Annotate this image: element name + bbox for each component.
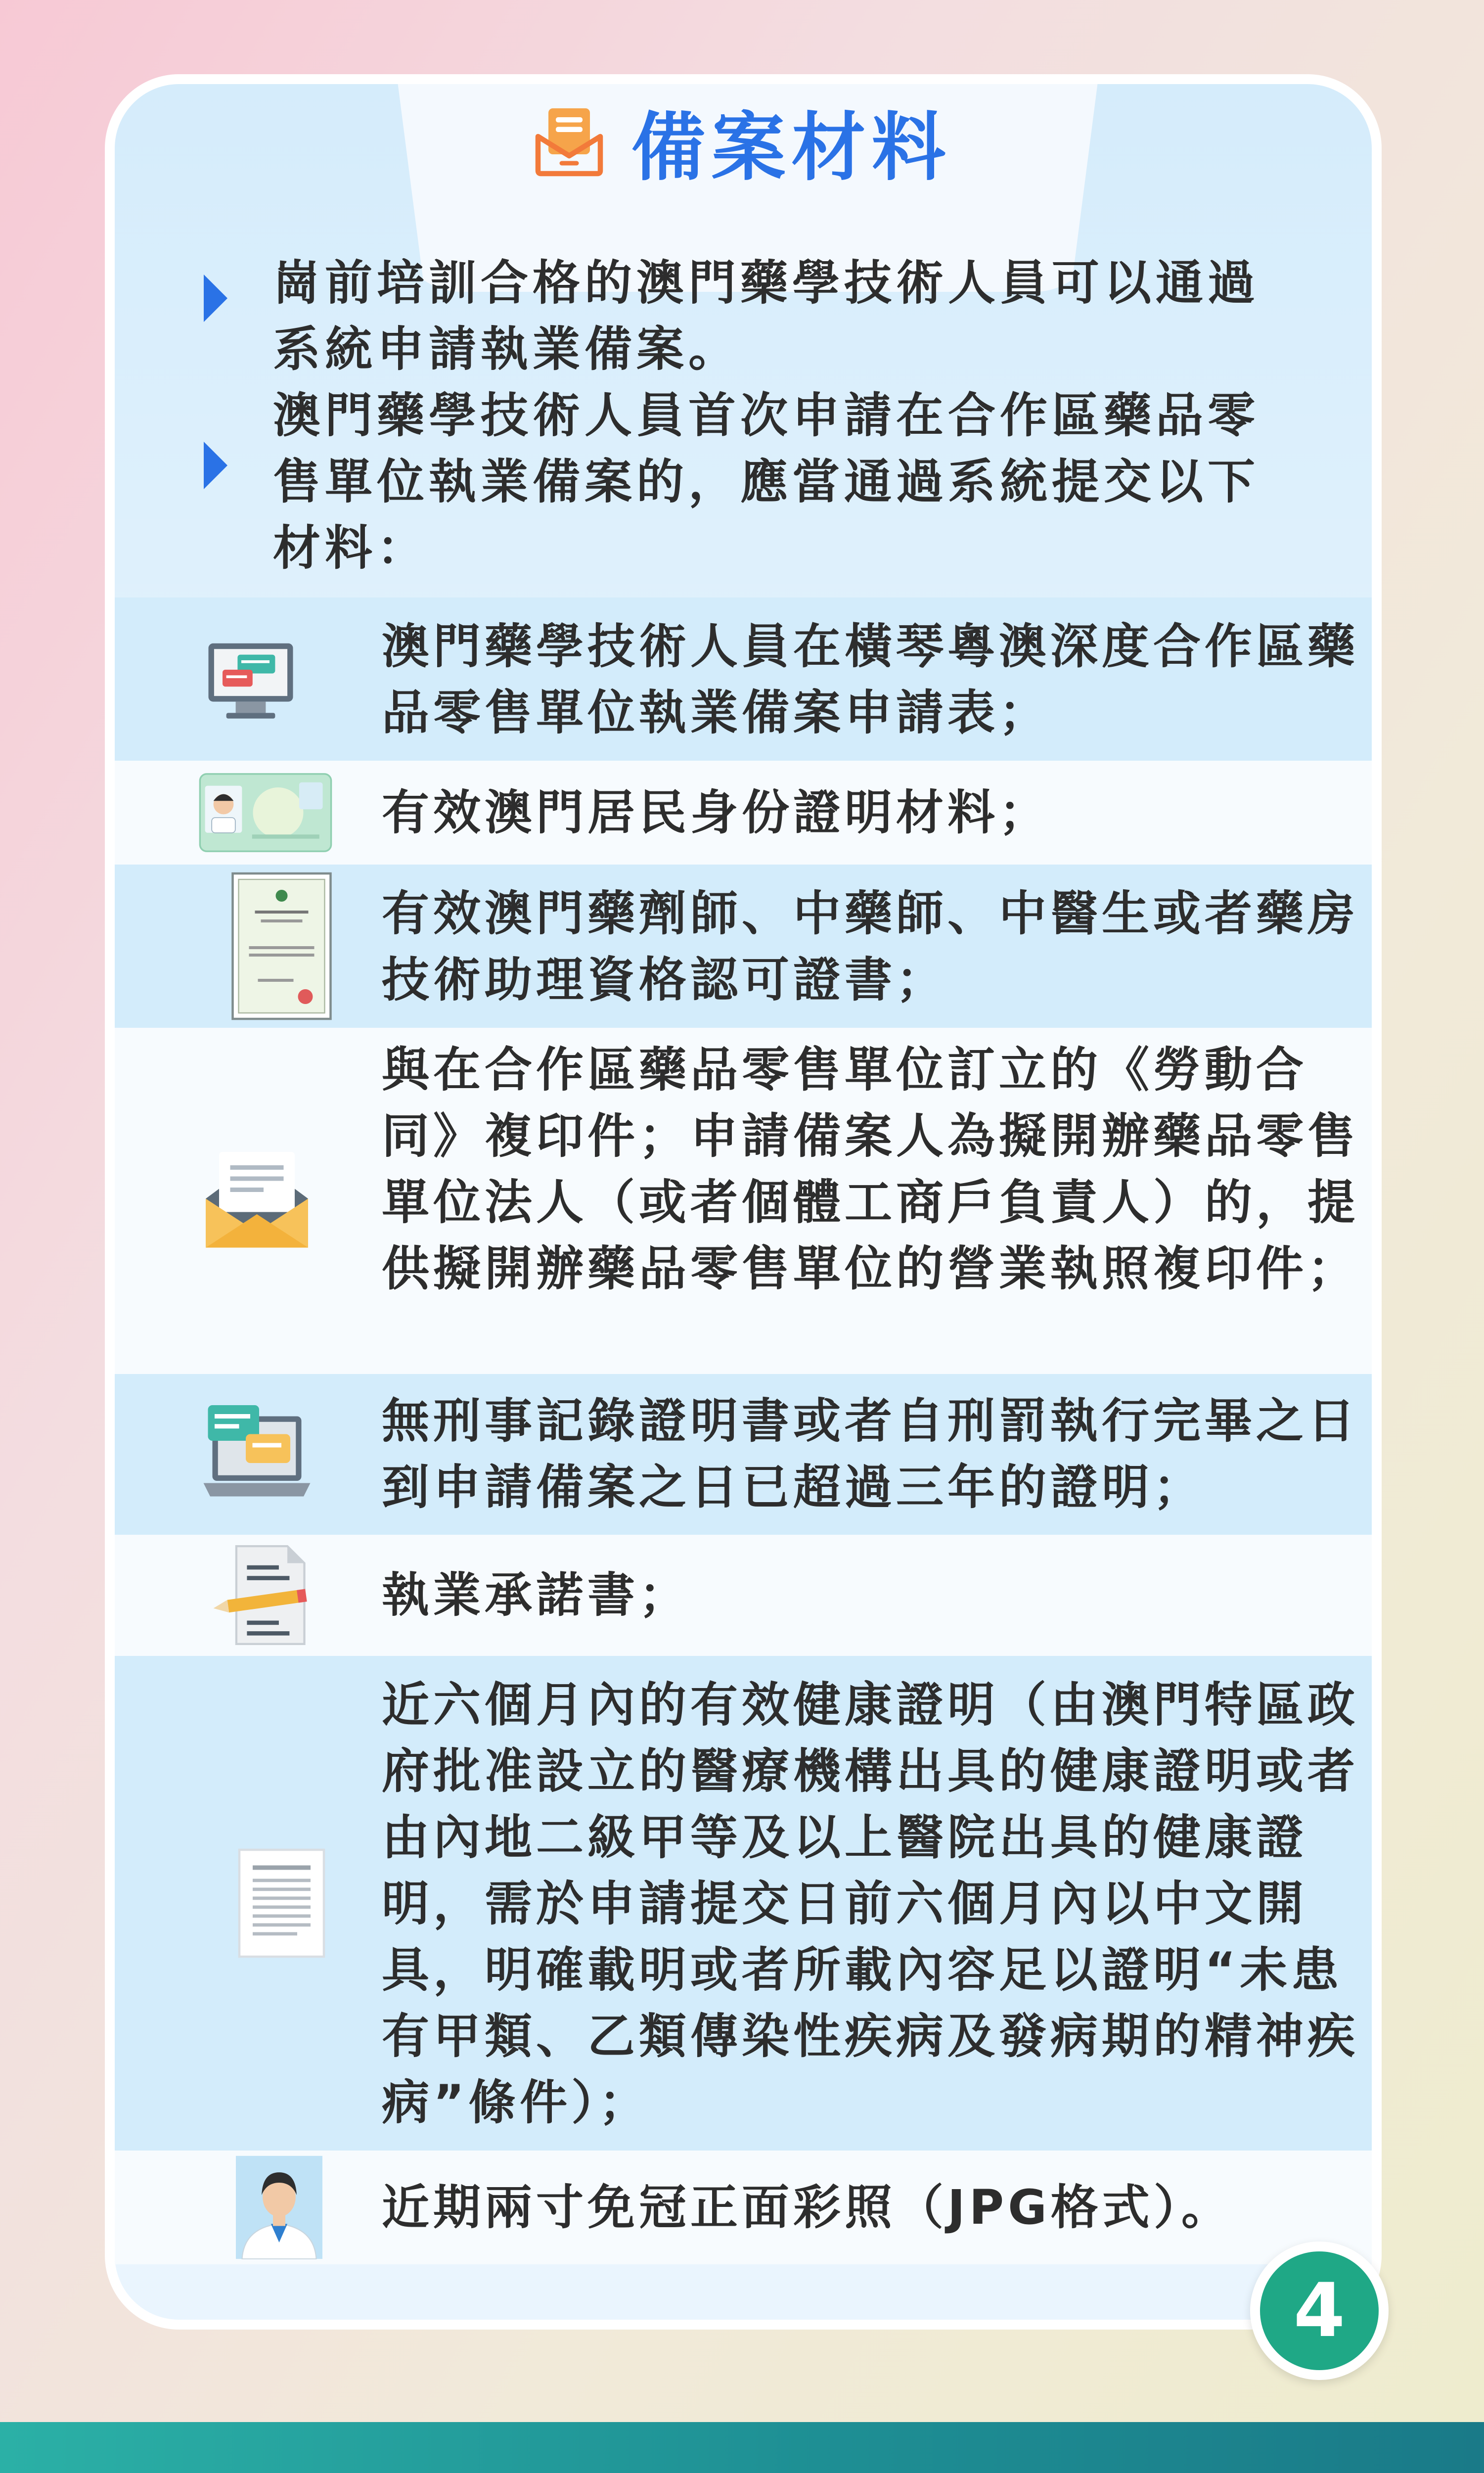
material-text: 有效澳門藥劑師、中藥師、中醫生或者藥房技術助理資格認可證書； (382, 886, 1359, 1008)
material-row (115, 865, 1372, 1028)
envelope-letter-icon (201, 1145, 313, 1257)
material-row (115, 2151, 1372, 2264)
page-title: 備案材料 (631, 105, 952, 191)
arrow-bullet-icon (204, 442, 227, 489)
document-pencil-icon (209, 1542, 315, 1649)
doctor-photo-icon (236, 2155, 322, 2259)
footer-organization (438, 2470, 1047, 2473)
footer-bar (0, 2422, 1484, 2473)
material-text: 近期兩寸免冠正面彩照（JPG格式）。 (382, 2180, 1233, 2235)
material-row (115, 761, 1372, 865)
material-text: 有效澳門居民身份證明材料； (382, 785, 1050, 840)
material-text: 近六個月內的有效健康證明（由澳門特區政府批准設立的醫療機構出具的健康證明或者由內地二級甲等及以上醫院出具的健康證明，需於申請提交日前六個月內以中文開具，明確載明或者所載內容足以證明“未患有甲類、乙類傳染性疾病及發病期的精神疾病”條件）； (382, 1677, 1359, 2130)
intro-item (204, 250, 1292, 382)
material-row (115, 597, 1372, 761)
page-number-badge: 4 (1250, 2242, 1389, 2380)
id-card-icon (196, 771, 335, 855)
certificate-icon (231, 872, 332, 1020)
laptop-chat-icon (201, 1399, 313, 1510)
title-bar (0, 94, 1484, 191)
material-text: 執業承諾書； (382, 1567, 690, 1623)
intro-text: 崗前培訓合格的澳門藥學技術人員可以通過系統申請執業備案。 (273, 255, 1259, 377)
material-text: 無刑事記錄證明書或者自刑罰執行完畢之日到申請備案之日已超過三年的證明； (382, 1393, 1359, 1515)
material-text: 與在合作區藥品零售單位訂立的《勞動合同》複印件；申請備案人為擬開辦藥品零售單位法人（或者個體工商戶負責人）的，提供擬開辦藥品零售單位的營業執照複印件； (382, 1042, 1359, 1296)
material-row (115, 1656, 1372, 2151)
intro-list (204, 250, 1292, 581)
materials-list (115, 597, 1372, 2264)
material-text: 澳門藥學技術人員在橫琴粵澳深度合作區藥品零售單位執業備案申請表； (382, 619, 1359, 740)
material-row (115, 1374, 1372, 1535)
intro-item (204, 382, 1292, 581)
envelope-form-icon (532, 104, 606, 178)
material-row (115, 1028, 1372, 1374)
arrow-bullet-icon (204, 275, 227, 322)
material-row (115, 1535, 1372, 1656)
paper-document-icon (236, 1848, 327, 1959)
intro-text: 澳門藥學技術人員首次申請在合作區藥品零售單位執業備案的，應當通過系統提交以下材料： (273, 388, 1259, 576)
monitor-chat-icon (204, 632, 298, 726)
